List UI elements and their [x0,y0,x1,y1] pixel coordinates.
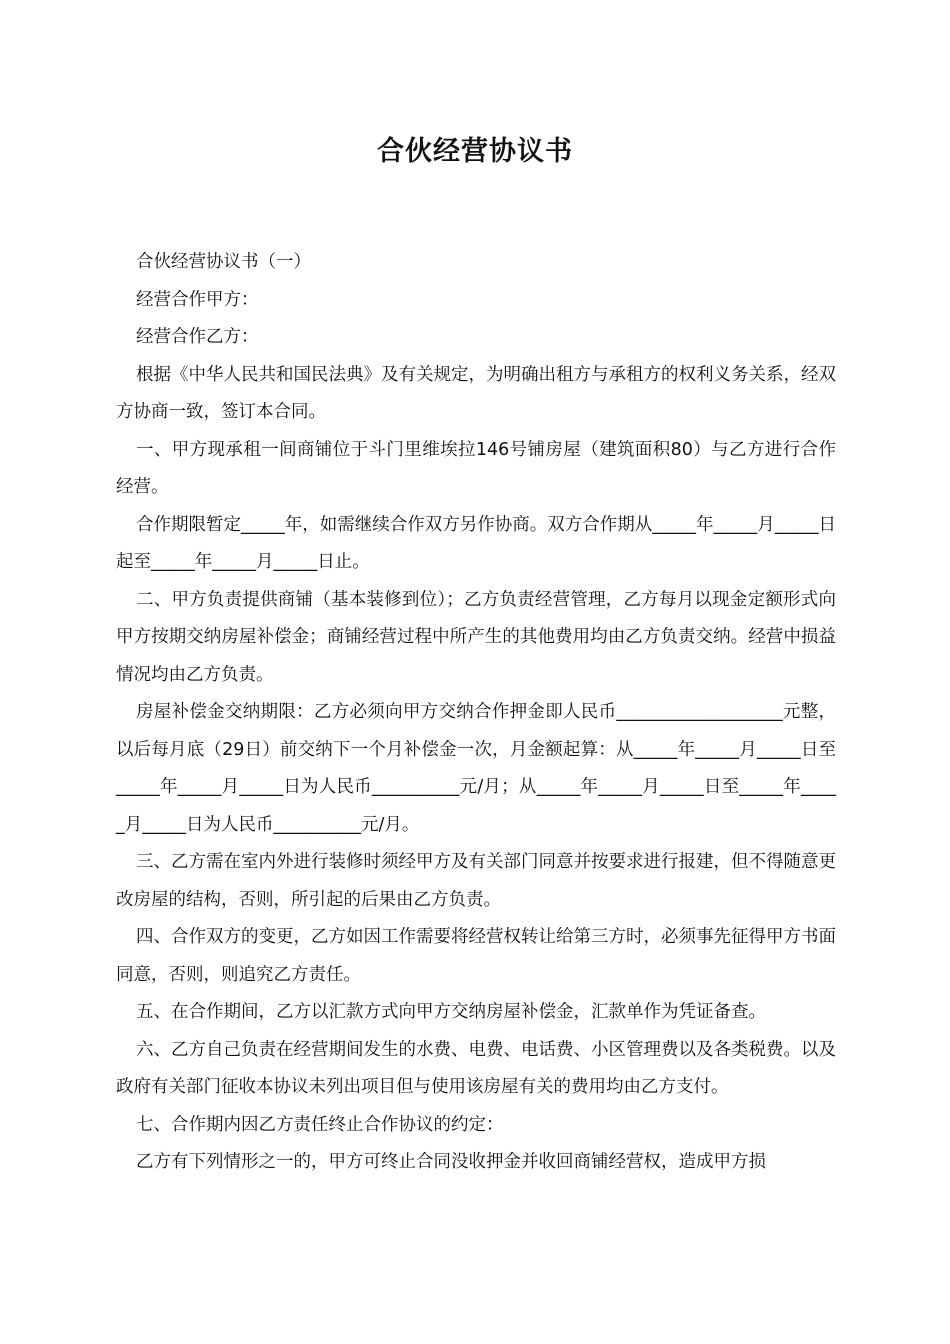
document-title: 合伙经营协议书 [377,136,573,167]
clause-5-paragraph: 五、在合作期间，乙方以汇款方式向甲方交纳房屋补偿金，汇款单作为凭证备查。 [136,1002,766,1022]
compensation-paragraph: 房屋补偿金交纳期限：乙方必须向甲方交纳合作押金即人民币___________________元整，以后每月底（29日）前交纳下一个月补偿金一次，月金额起算：从_____年_____月_____日至_____年_____月_____日为人民币__________元/月；从_____年_____月_____日至_____年_____月_____日为人民币__________元/月。 [116,702,836,835]
clause-7-paragraph: 七、合作期内因乙方责任终止合作协议的约定： [136,1114,504,1135]
document-body [116,244,836,1182]
clause-3-paragraph: 三、乙方需在室内外进行装修时须经甲方及有关部门同意并按要求进行报建，但不得随意更改房屋的结构，否则，所引起的后果由乙方负责。 [116,852,836,910]
clause-7-detail-paragraph: 乙方有下列情形之一的，甲方可终止合同没收押金并收回商铺经营权，造成甲方损 [136,1152,766,1172]
clause-1-paragraph: 一、甲方现承租一间商铺位于斗门里维埃拉146号铺房屋（建筑面积80）与乙方进行合作经营。 [116,439,836,497]
clause-4-paragraph: 四、合作双方的变更，乙方如因工作需要将经营权转让给第三方时，必须事先征得甲方书面同意，否则，则追究乙方责任。 [116,927,836,985]
subtitle-line: 合伙经营协议书（一） [136,252,311,272]
term-paragraph: 合作期限暂定_____年，如需继续合作双方另作协商。双方合作期从_____年_____月_____日起至_____年_____月_____日止。 [116,514,836,572]
party-b-line: 经营合作乙方： [136,327,259,347]
clause-6-paragraph: 六、乙方自己负责在经营期间发生的水费、电费、电话费、小区管理费以及各类税费。以及政府有关部门征收本协议未列出项目但与使用该房屋有关的费用均由乙方支付。 [116,1039,836,1097]
clause-2-paragraph: 二、甲方负责提供商铺（基本装修到位）；乙方负责经营管理，乙方每月以现金定额形式向甲方按期交纳房屋补偿金；商铺经营过程中所产生的其他费用均由乙方负责交纳。经营中损益情况均由乙方负责。 [116,589,836,685]
party-a-line: 经营合作甲方： [136,289,259,310]
preamble-paragraph: 根据《中华人民共和国民法典》及有关规定，为明确出租方与承租方的权利义务关系，经双方协商一致，签订本合同。 [116,364,836,422]
